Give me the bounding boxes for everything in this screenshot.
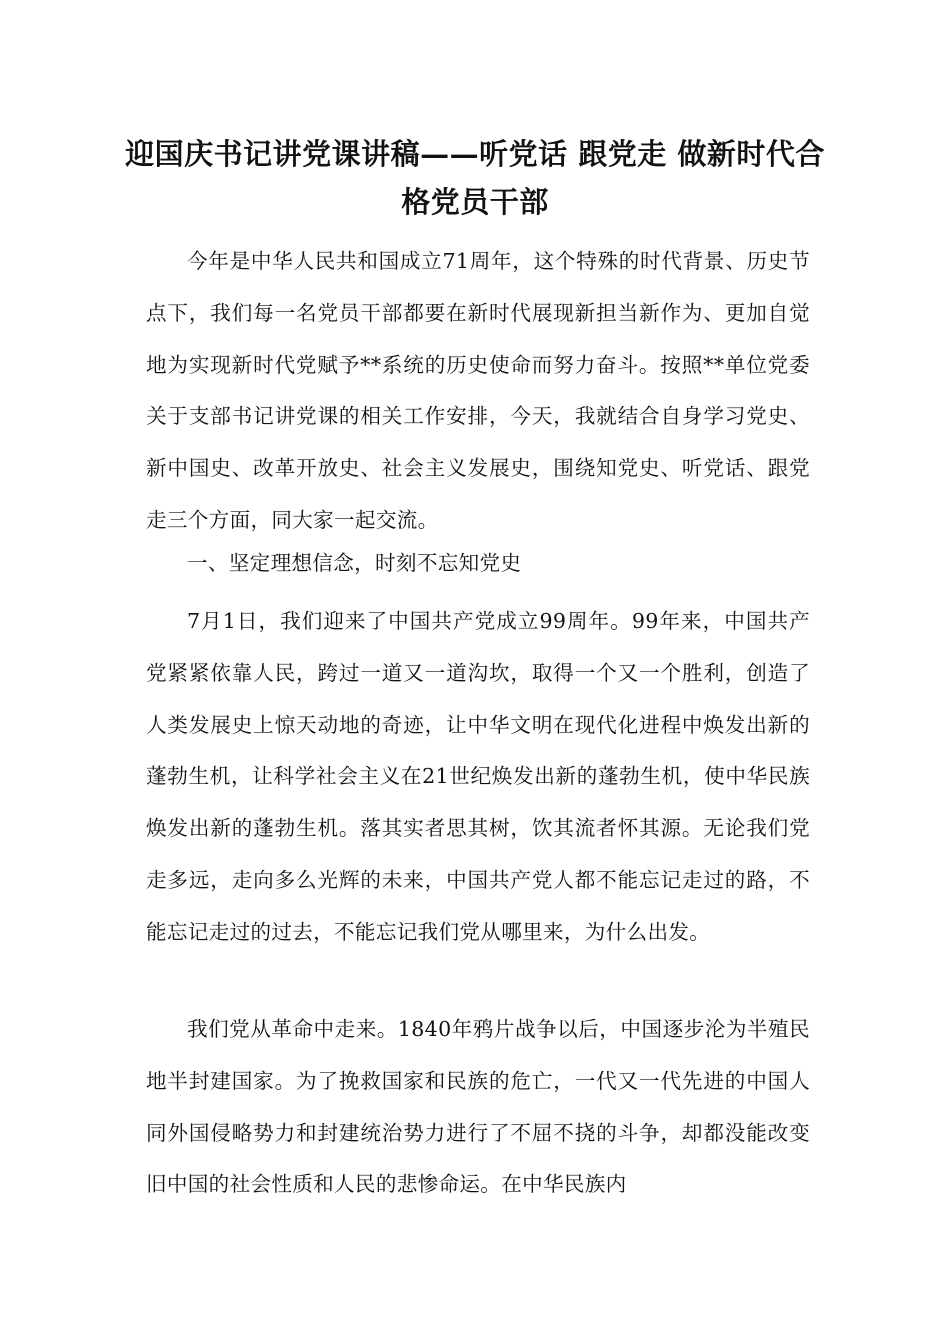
paragraph-party-history: 7月1日，我们迎来了中国共产党成立99周年。99年来，中国共产党紧紧依靠人民，跨过一道又一道沟坎，取得一个又一个胜利，创造了人类发展史上惊天动地的奇迹，让中华文明在现代化进程中焕发出新的蓬勃生机，让科学社会主义在21世纪焕发出新的蓬勃生机，使中华民族焕发出新的蓬勃生机。落其实者思其树，饮其流者怀其源。无论我们党走多远，走向多么光辉的未来，中国共产党人都不能忘记走过的路，不能忘记走过的过去，不能忘记我们党从哪里来，为什么出发。 bbox=[146, 609, 810, 944]
paragraph-intro: 今年是中华人民共和国成立71周年，这个特殊的时代背景、历史节点下，我们每一名党员干部都要在新时代展现新担当新作为、更加自觉地为实现新时代党赋予**系统的历史使命而努力奋斗。按照**单位党委关于支部书记讲党课的相关工作安排，今天，我就结合自身学习党史、新中国史、改革开放史、社会主义发展史，围绕知党史、听党话、跟党走三个方面，同大家一起交流。 bbox=[146, 249, 810, 532]
paragraph-revolution: 我们党从革命中走来。1840年鸦片战争以后，中国逐步沦为半殖民地半封建国家。为了挽救国家和民族的危亡，一代又一代先进的中国人同外国侵略势力和封建统治势力进行了不屈不挠的斗争，却都没能改变旧中国的社会性质和人民的悲惨命运。在中华民族内 bbox=[146, 1017, 810, 1197]
section-heading-1: 一、坚定理想信念，时刻不忘知党史 bbox=[187, 551, 522, 575]
document-title: 迎国庆书记讲党课讲稿——听党话 跟党走 做新时代合格党员干部 bbox=[125, 137, 825, 219]
